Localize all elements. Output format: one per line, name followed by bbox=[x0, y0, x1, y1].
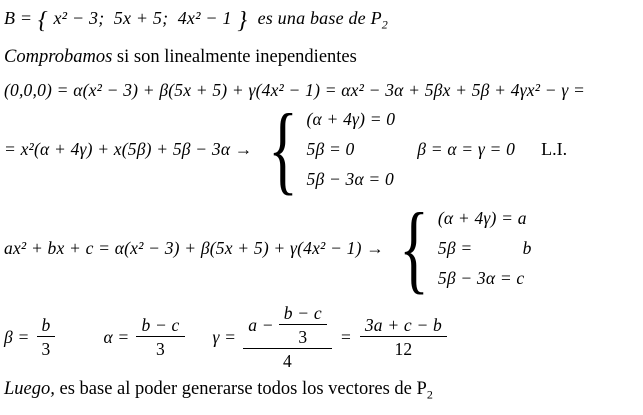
coefficient-solutions-line bbox=[4, 299, 641, 375]
alpha-fraction bbox=[136, 315, 184, 359]
luego-word: Luego, bbox=[4, 379, 55, 399]
solution-values: β = α = γ = 0 bbox=[417, 138, 516, 159]
basis-definition-line bbox=[4, 6, 641, 35]
gamma-simplified-fraction bbox=[360, 315, 447, 359]
basis-caption: es una base de bbox=[252, 8, 371, 28]
comprobamos-word: Comprobamos bbox=[4, 47, 113, 67]
p2-symbol bbox=[416, 379, 433, 402]
system-equation-2: 5β = b bbox=[437, 238, 532, 258]
alpha-denominator: 3 bbox=[136, 336, 184, 359]
gamma-simplified-numerator: 3a + c − b bbox=[364, 315, 442, 335]
p2-subscript: 2 bbox=[426, 387, 433, 402]
system-equation-3: 5β − 3α = c bbox=[437, 268, 525, 288]
system-rows bbox=[438, 203, 532, 293]
gamma-inner-denominator: 3 bbox=[279, 324, 327, 347]
system-equation-2: 5β = 0 bbox=[306, 139, 355, 159]
set-open-brace: { bbox=[37, 8, 48, 34]
homogeneous-system bbox=[259, 93, 396, 204]
zero-combination-math: (0,0,0) = α(x² − 3) + β(5x + 5) + γ(4x² − 1) = αx² − 3α + 5βx + 5β + 4γx² − γ = bbox=[4, 80, 586, 100]
homogeneous-system-line bbox=[4, 93, 641, 204]
beta-denominator: 3 bbox=[37, 336, 56, 359]
p2-letter: P bbox=[370, 8, 382, 28]
system-rows bbox=[307, 104, 396, 194]
equals-sign: = bbox=[339, 326, 352, 347]
linearly-independent-label: L.I. bbox=[541, 138, 568, 159]
system-equation-1: (α + 4γ) = a bbox=[437, 208, 527, 228]
independence-result bbox=[417, 139, 567, 160]
gamma-inner-fraction bbox=[279, 303, 327, 347]
generating-system-line bbox=[4, 192, 641, 303]
p2-symbol bbox=[370, 8, 388, 32]
p2-subscript: 2 bbox=[381, 17, 388, 32]
generating-system bbox=[390, 192, 532, 303]
gamma-numerator-prefix: a − bbox=[248, 315, 274, 335]
independence-statement bbox=[4, 47, 641, 68]
p2-letter: P bbox=[416, 379, 427, 399]
grouped-equation: = x²(α + 4γ) + x(5β) + 5β − 3α → bbox=[4, 138, 253, 159]
independence-text: si son linealmente inependientes bbox=[112, 47, 357, 67]
gamma-lhs: γ = bbox=[212, 326, 237, 347]
zero-combination-equation bbox=[4, 80, 641, 101]
alpha-lhs: α = bbox=[103, 326, 130, 347]
gamma-fraction bbox=[243, 303, 332, 371]
system-brace: { bbox=[267, 93, 298, 204]
generic-combination-equation: ax² + bx + c = α(x² − 3) + β(5x + 5) + γ(4x² − 1) → bbox=[4, 237, 384, 258]
set-close-brace: } bbox=[237, 8, 248, 34]
system-equation-1: (α + 4γ) = 0 bbox=[306, 109, 396, 129]
conclusion-text: es base al poder generarse todos los vectores de bbox=[54, 379, 417, 399]
beta-numerator: b bbox=[41, 315, 51, 335]
gamma-numerator bbox=[243, 303, 332, 348]
beta-lhs: β = bbox=[4, 326, 30, 347]
gamma-inner-numerator: b − c bbox=[283, 303, 322, 323]
beta-fraction bbox=[37, 315, 56, 359]
basis-set-elements: x² − 3; 5x + 5; 4x² − 1 bbox=[53, 8, 232, 28]
system-equation-3: 5β − 3α = 0 bbox=[306, 169, 394, 189]
basis-lhs: B = bbox=[4, 8, 33, 28]
alpha-numerator: b − c bbox=[141, 315, 180, 335]
conclusion-line bbox=[4, 379, 641, 400]
system-brace: { bbox=[399, 192, 429, 303]
gamma-simplified-denominator: 12 bbox=[360, 336, 447, 359]
gamma-denominator: 4 bbox=[243, 348, 332, 371]
